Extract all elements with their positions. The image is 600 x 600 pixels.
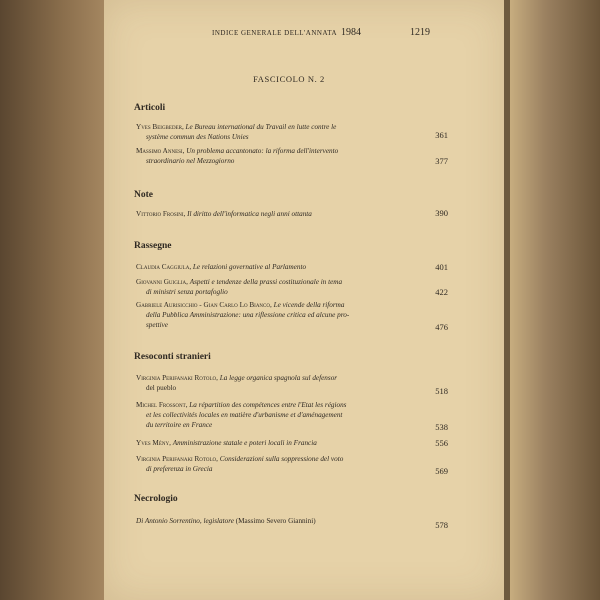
- toc-entry: Yves Mény, Amministrazione statale e poteri locali in Francia: [136, 439, 317, 447]
- toc-page-number: 401: [435, 262, 448, 272]
- toc-entry: Michel Frossont, La répartition des compétences entre l'Etat les régions et les collectivités locales en matière d'urbanisme et d'aménagement du territoire en France: [136, 401, 347, 429]
- fascicolo-heading: FASCICOLO N. 2: [253, 74, 325, 84]
- toc-page-number: 476: [435, 322, 448, 332]
- toc-page-number: 569: [435, 466, 448, 476]
- toc-entry: Gabriele Aurisicchio - Gian Carlo Lo Bianco, Le vicende della riforma della Pubblica Amministrazione: una riflessione critica ed alcune pro- spettive: [136, 301, 350, 329]
- toc-entry: Di Antonio Sorrentino, legislatore (Massimo Severo Giannini): [136, 517, 316, 525]
- book-right-edge: [510, 0, 600, 600]
- header-year: 1984: [341, 27, 361, 38]
- toc-page-number: 556: [435, 438, 448, 448]
- toc-entry: Giovanni Guiglia, Aspetti e tendenze della prassi costituzionale in tema di ministri senza portafoglio: [136, 278, 343, 296]
- running-header: [104, 27, 504, 41]
- header-page-number: 1219: [410, 27, 430, 38]
- toc-page-number: 390: [435, 208, 448, 218]
- header-title: INDICE GENERALE DELL'ANNATA: [212, 29, 338, 37]
- section-heading-resoconti-stranieri: Resoconti stranieri: [134, 352, 211, 362]
- toc-entry: Massimo Annesi, Un problema accantonato: la riforma dell'intervento straordinario nel Mezzogiorno: [136, 147, 339, 165]
- book-spine-edge: [0, 0, 104, 600]
- book-page: [104, 0, 504, 600]
- toc-page-number: 518: [435, 386, 448, 396]
- toc-page-number: 377: [435, 156, 448, 166]
- toc-page-number: 422: [435, 287, 448, 297]
- toc-entry: Vittorio Frosini, Il diritto dell'informatica negli anni ottanta: [136, 210, 312, 218]
- section-heading-necrologio: Necrologio: [134, 494, 178, 504]
- toc-page-number: 538: [435, 422, 448, 432]
- section-heading-articoli: Articoli: [134, 103, 166, 113]
- toc-page-number: 361: [435, 130, 448, 140]
- toc-entry: Claudia Caggiula, Le relazioni governative al Parlamento: [136, 263, 307, 271]
- toc-page-number: 578: [435, 520, 448, 530]
- toc-entry: Virginia Perifanaki Rotolo, Considerazioni sulla soppressione del voto di preferenza in Grecia: [136, 455, 344, 473]
- section-heading-note: Note: [134, 190, 153, 200]
- toc-entry: Yves Beigbeder, Le Bureau international du Travail en lutte contre le système commun des Nations Unies: [136, 123, 337, 141]
- section-heading-rassegne: Rassegne: [134, 241, 172, 251]
- toc-entry: Virginia Perifanaki Rotolo, La legge organica spagnola sul defensor del pueblo: [136, 374, 338, 392]
